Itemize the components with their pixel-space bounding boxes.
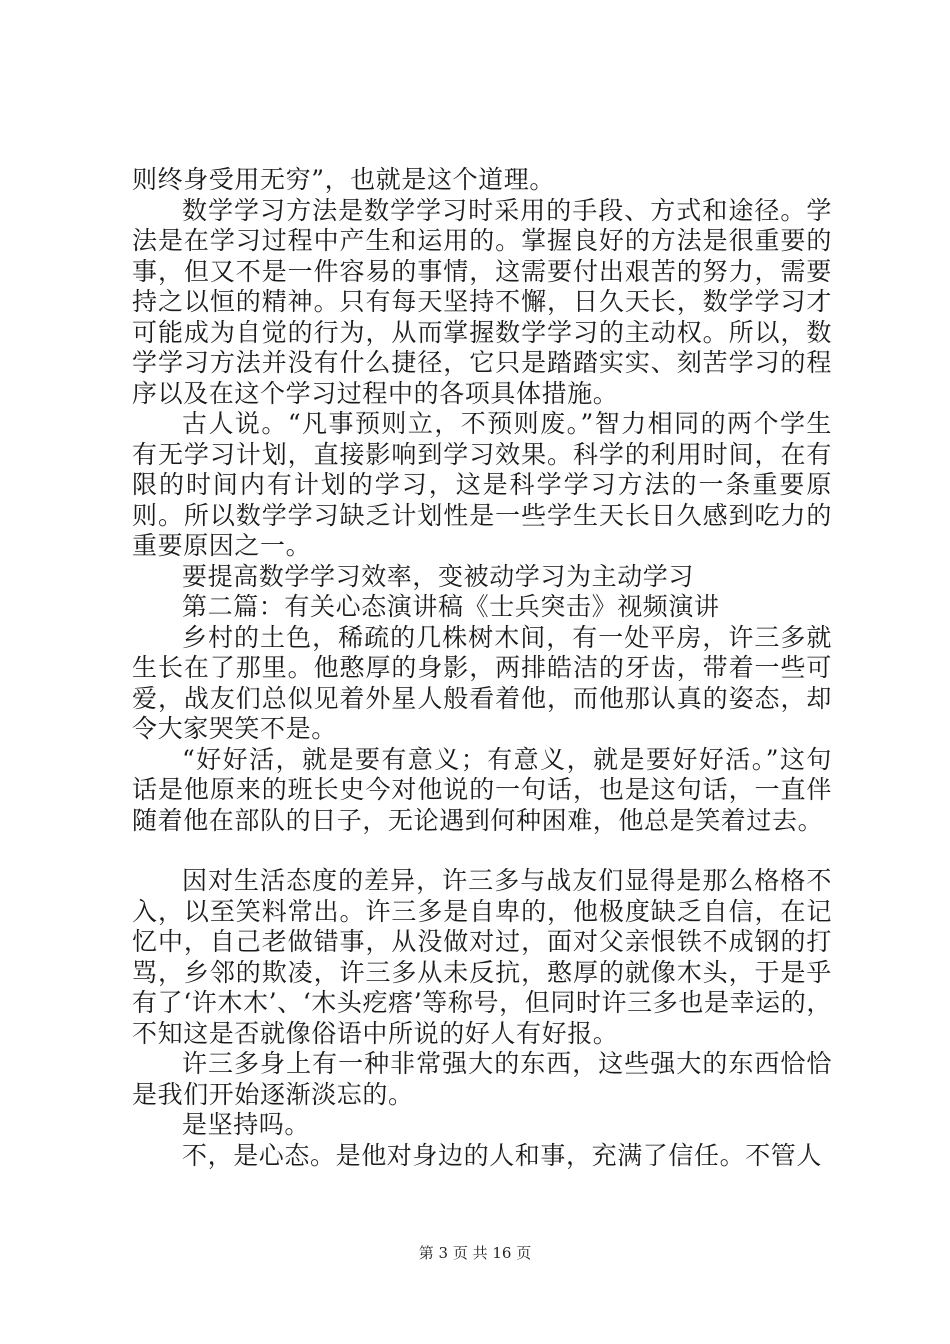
paragraph-6: “好好活，就是要有意义；有意义，就是要好好活。”这句话是他原来的班长史今对他说的一句话，也是这句话，一直伴随着他在部队的日子，无论遇到何种困难，他总是笑着过去。 xyxy=(132,744,832,835)
paragraph-10: 不，是心态。是他对身边的人和事，充满了信任。不管人 xyxy=(182,1140,823,1170)
paragraph-5: 乡村的土色，稀疏的几株树木间，有一处平房，许三多就生长在了那里。他憨厚的身影，两排皓洁的牙齿，带着一些可爱，战友们总似见着外星人般看着他，而他那认真的姿态，却令大家哭笑不是。 xyxy=(132,622,832,743)
paragraph-1: 则终身受用无穷”，也就是这个道理。 xyxy=(132,165,555,194)
body-text xyxy=(132,165,832,1171)
paragraph-3: 古人说。“凡事预则立，不预则废。”智力相同的两个学生有无学习计划，直接影响到学习效果。科学的利用时间，在有限的时间内有计划的学习，这是科学学习方法的一条重要原则。所以数学学习缺乏计划性是一些学生天长日久感到吃力的重要原因之一。 xyxy=(132,409,832,560)
section-heading: 第二篇：有关心态演讲稿《士兵突击》视频演讲 xyxy=(182,592,720,621)
paragraph-8: 许三多身上有一种非常强大的东西，这些强大的东西恰恰是我们开始逐渐淡忘的。 xyxy=(132,1049,832,1109)
paragraph-7: 因对生活态度的差异，许三多与战友们显得是那么格格不入，以至笑料常出。许三多是自卑的，他极度缺乏自信，在记忆中，自己老做错事，从没做对过，面对父亲恨铁不成钢的打骂，乡邻的欺凌，许三多从未反抗，憨厚的就像木头，于是乎有了‘许木木’、‘木头疙瘩’等称号，但同时许三多也是幸运的，不知这是否就像俗语中所说的好人有好报。 xyxy=(132,866,832,1048)
paragraph-9: 是坚持吗。 xyxy=(182,1110,311,1139)
page-footer: 第 3 页 共 16 页 xyxy=(418,1244,532,1262)
paragraph-4: 要提高数学学习效率，变被动学习为主动学习 xyxy=(182,561,695,591)
paragraph-2: 数学学习方法是数学学习时采用的手段、方式和途径。学法是在学习过程中产生和运用的。掌握良好的方法是很重要的事，但又不是一件容易的事情，这需要付出艰苦的努力，需要持之以恒的精神。只有每天坚持不懈，日久天长，数学学习才可能成为自觉的行为，从而掌握数学学习的主动权。所以，数学学习方法并没有什么捷径，它只是踏踏实实、刻苦学习的程序以及在这个学习过程中的各项具体措施。 xyxy=(132,195,832,408)
